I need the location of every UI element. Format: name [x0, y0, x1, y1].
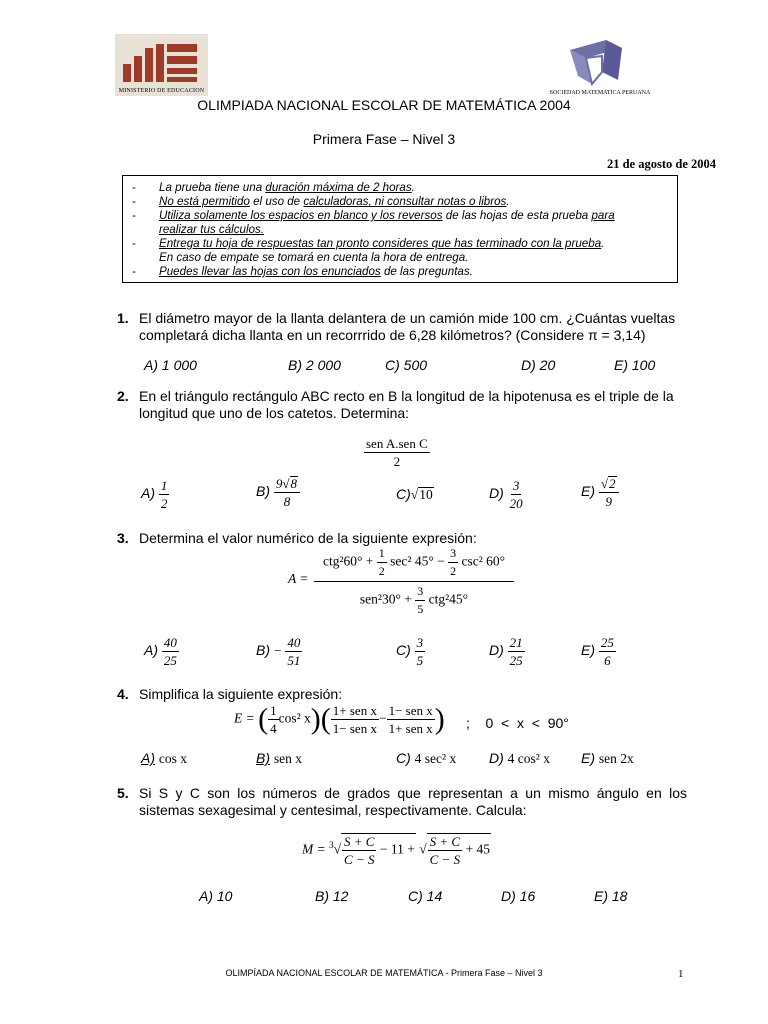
- q4-option-a: A) cos x: [141, 750, 188, 766]
- question-1-text: El diámetro mayor de la llanta delantera de un camión mide 100 cm. ¿Cuántas vueltas completará dicha llanta en un recorrrido de 6,28 kilómetros? (Considere π = 3,14): [139, 310, 676, 343]
- q4-option-d: D) 4 cos² x: [489, 750, 550, 766]
- page-title: OLIMPIADA NACIONAL ESCOLAR DE MATEMÁTICA 2004: [197, 97, 571, 113]
- page-number: 1: [678, 968, 684, 980]
- smp-caption: SOCIEDAD MATEMATICA PERUANA: [549, 90, 651, 96]
- question-2-number: 2.: [117, 388, 129, 404]
- q4-option-e: E) sen 2x: [581, 750, 634, 766]
- q4-option-c: C) 4 sec² x: [396, 750, 457, 766]
- q3-denominator: sen²30° + $\frac{3}{5}$ ctg²45°: [359, 584, 469, 616]
- q4-expression: E = ( $\frac{1}{4}$ cos² x)( $\frac{\text{1+ sen x}}{\text{1− sen x}}$ − $\frac{\text{1− sen x}}{\text{1+ sen x}}$ ): [234, 702, 445, 736]
- q3-option-b: B) − $\frac{40}{51}$: [256, 635, 301, 668]
- page-subtitle: Primera Fase – Nivel 3: [312, 131, 456, 147]
- question-4-number: 4.: [117, 686, 129, 702]
- page-footer: OLIMPÍADA NACIONAL ESCOLAR DE MATEMÁTICA - Primera Fase – Nivel 3: [225, 968, 543, 978]
- q2-option-c: C)√10: [396, 486, 433, 502]
- q5-option-a: A) 10: [199, 888, 233, 904]
- question-4-text: Simplifica la siguiente expresión:: [139, 686, 343, 702]
- q5-option-c: C) 14: [408, 888, 443, 904]
- q4-option-b: B) sen x: [256, 750, 303, 766]
- q3-option-c: C) $\frac{3}{5}$: [396, 635, 424, 668]
- ministerio-logo-graphic: [115, 34, 208, 86]
- ministerio-caption: MINISTERIO DE EDUCACION: [118, 88, 205, 94]
- q3-numerator: ctg²60° + $\frac{1}{2}$ sec² 45° − $\frac{3}{2}$ csc² 60°: [314, 546, 514, 582]
- question-5-number: 5.: [117, 785, 129, 801]
- q1-option-b: B) 2 000: [288, 357, 341, 373]
- question-5-text: Si S y C son los números de grados que representan a un mismo ángulo en los sistemas sexagesimal y centesimal, respectivamente. Calcula:: [139, 785, 687, 818]
- q5-option-e: E) 18: [594, 888, 628, 904]
- instructions-box: [122, 175, 678, 283]
- q2-option-d: D) $\frac{3}{20}$: [489, 478, 523, 511]
- q5-expression: M = $^3$√ $\frac{S + C}{C - S}$ − 11 + √ $\frac{S + C}{C - S}$ + 45: [302, 834, 490, 867]
- instruction-1: - La prueba tiene una duración máxima de 2 horas.: [132, 181, 415, 194]
- question-1-number: 1.: [117, 310, 129, 326]
- instruction-3: - Utiliza solamente los espacios en blanco y los reversos de las hojas de esta prueba para realizar tus cálculos.: [132, 209, 615, 236]
- q1-option-d: D) 20: [521, 357, 556, 373]
- question-2-text: En el triángulo rectángulo ABC recto en B la longitud de la hipotenusa es el triple de la longitud que uno de los catetos. Determina:: [139, 388, 674, 421]
- q2-option-b: B) $\frac{9√8}{8}$: [256, 476, 300, 509]
- instruction-5: - Puedes llevar las hojas con los enunciados de las preguntas.: [132, 265, 473, 278]
- q2-option-a: A) $\frac{1}{2}$: [141, 478, 168, 511]
- q3-option-d: D) $\frac{21}{25}$: [489, 635, 523, 668]
- q1-option-a: A) 1 000: [144, 357, 197, 373]
- q1-option-c: C) 500: [385, 357, 428, 373]
- instruction-4: - Entrega tu hoja de respuestas tan pronto consideres que has terminado con la prueba. En caso de empate se tomará en cuenta la hora de entrega.: [132, 237, 605, 264]
- q3-option-e: E) $\frac{25}{6}$: [581, 635, 614, 668]
- q3-lhs: A =: [288, 571, 309, 586]
- q5-option-b: B) 12: [315, 888, 349, 904]
- question-3-text: Determina el valor numérico de la siguiente expresión:: [139, 530, 477, 546]
- smp-logo-graphic: [540, 36, 660, 90]
- q2-option-e: E) $\frac{√2}{9}$: [581, 476, 619, 509]
- instruction-2: - No está permitido el uso de calculadoras, ni consultar notas o libros.: [132, 195, 510, 208]
- exam-date: 21 de agosto de 2004: [606, 157, 716, 171]
- q4-condition: ; 0 < x < 90°: [466, 715, 569, 731]
- q5-option-d: D) 16: [501, 888, 536, 904]
- q1-option-e: E) 100: [614, 357, 656, 373]
- q2-expression: $\frac{\text{sen A.sen C}}{2}$: [366, 436, 428, 469]
- ministerio-logo: [115, 34, 208, 96]
- smp-logo: [540, 36, 660, 96]
- q3-option-a: A) $\frac{40}{25}$: [144, 635, 177, 668]
- question-3-number: 3.: [117, 530, 129, 546]
